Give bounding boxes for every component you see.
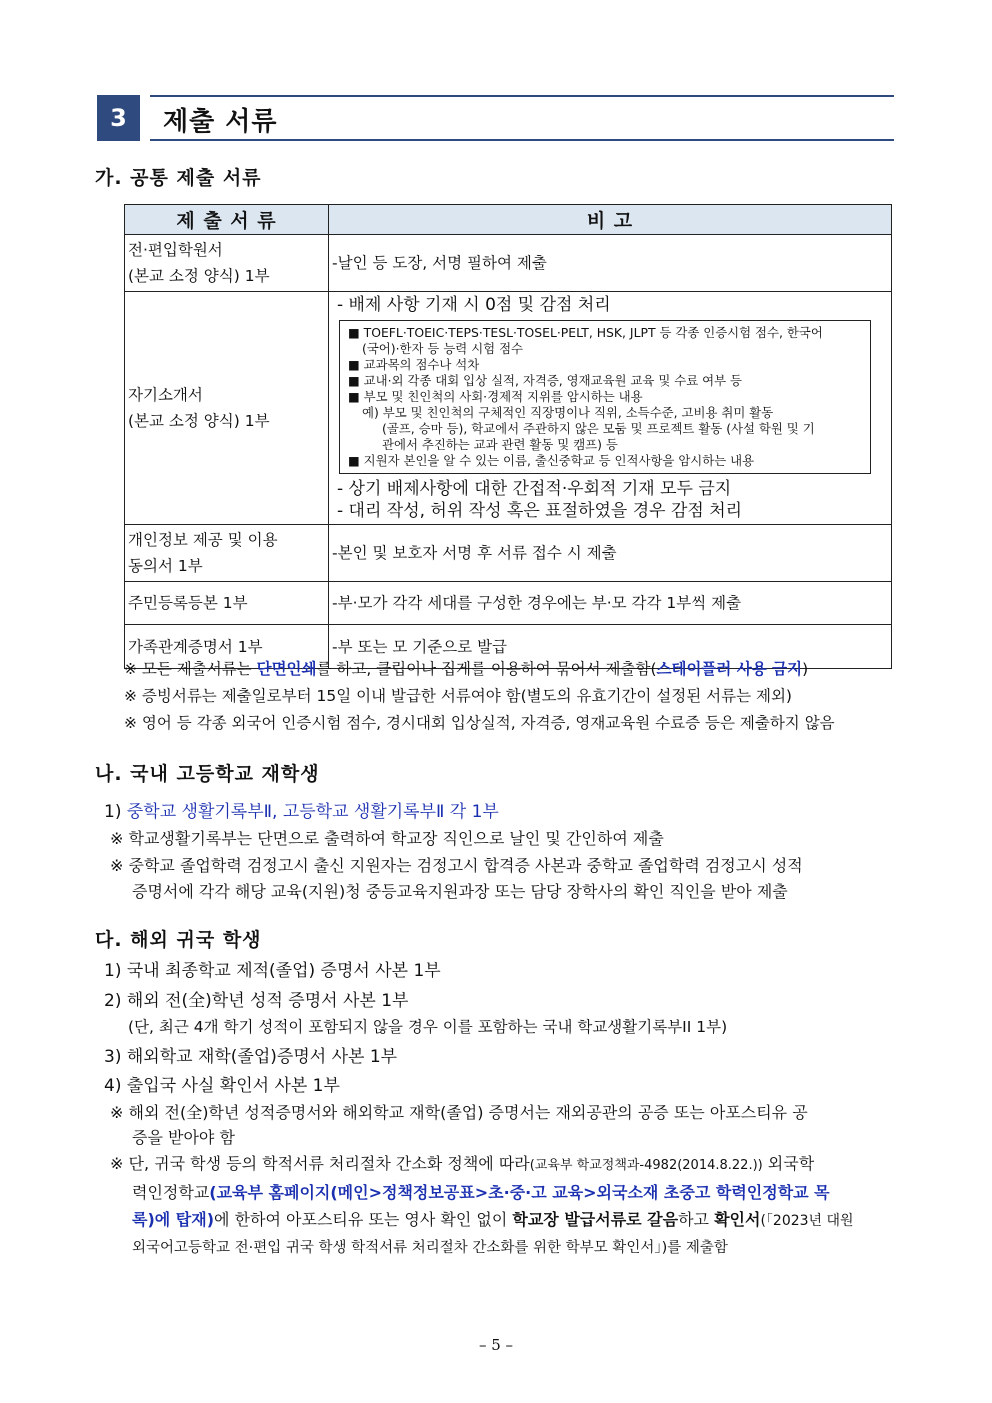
note-text: ※ 모든 제출서류는 (124, 660, 257, 678)
list-item: 예) 부모 및 친인척의 구체적인 직장명이나 직위, 소득수준, 고비용 취미 활동 (362, 405, 774, 420)
note-text: 하고 (678, 1210, 715, 1229)
note-bold: 학교장 발급서류로 갈음 (512, 1210, 679, 1229)
overseas-note-1-cont: 증을 받아야 함 (132, 1128, 235, 1147)
doc-name: 자기소개서 (128, 386, 203, 404)
list-item: ■ 지원자 본인을 알 수 있는 이름, 출신중학교 등 인적사항을 암시하는 내용 (348, 453, 755, 468)
overseas-item-4: 4) 출입국 사실 확인서 사본 1부 (104, 1076, 340, 1096)
doc-cell (125, 582, 329, 625)
doc-cell (125, 292, 329, 525)
note-text: 외국학 (762, 1154, 815, 1173)
doc-form: (본교 소정 양식) 1부 (128, 267, 270, 285)
domestic-note-2-cont: 증명서에 각각 해당 교육(지원)청 중등교육지원과장 또는 담당 장학사의 확인 직인을 받아 제출 (132, 882, 788, 901)
overseas-item-2: 2) 해외 전(全)학년 성적 증명서 사본 1부 (104, 991, 409, 1011)
exclusion-rule: - 배제 사항 기재 시 0점 및 감점 처리 (337, 295, 611, 315)
policy-reference: (교육부 학교정책과-4982(2014.8.22.)) (529, 1158, 763, 1173)
overseas-item-3: 3) 해외학교 재학(졸업)증명서 사본 1부 (104, 1047, 398, 1067)
remark-cell: -부 또는 모 기준으로 발급 (329, 625, 892, 669)
exclusion-list-box (339, 320, 871, 474)
note-highlight: 단면인쇄 (256, 660, 317, 678)
list-item: 관에서 추진하는 교과 관련 활동 및 캠프) 등 (382, 437, 618, 452)
doc-cell (125, 235, 329, 292)
list-item: ■ 교과목의 점수나 석차 (348, 357, 480, 372)
header-remarks: 비 고 (329, 205, 892, 235)
domestic-note-1: ※ 학교생활기록부는 단면으로 출력하여 학교장 직인으로 날인 및 간인하여 제출 (110, 829, 664, 848)
ministry-site-path-end: 록)에 탑재) (132, 1210, 215, 1229)
plagiarism-note: - 대리 작성, 허위 작성 혹은 표절하였을 경우 감점 처리 (337, 501, 743, 521)
doc-form: (본교 소정 양식) 1부 (128, 412, 270, 430)
overseas-note-2 (110, 1150, 900, 1262)
ministry-site-path: (교육부 홈페이지(메인>정책정보공표>초·중·고 교육>외국소재 초중고 학력인정학교 목 (209, 1183, 830, 1202)
list-item: ■ 교내·외 각종 대회 입상 실적, 자격증, 영재교육원 교육 및 수료 여부 등 (348, 373, 742, 388)
header-documents: 제 출 서 류 (125, 205, 329, 235)
table-row (125, 235, 892, 292)
section-number: 3 (97, 95, 140, 141)
note-validity: ※ 증빙서류는 제출일로부터 15일 이내 발급한 서류여야 함(별도의 유효기간이 설정된 서류는 제외) (124, 687, 792, 705)
remark-cell: -부·모가 각각 세대를 구성한 경우에는 부·모 각각 1부씩 제출 (329, 582, 892, 625)
doc-form: 동의서 1부 (128, 557, 203, 575)
subheading-domestic: 나. 국내 고등학교 재학생 (95, 763, 320, 785)
doc-name: 주민등록등본 1부 (128, 594, 248, 612)
note-text: (「2023년 대원 (760, 1213, 854, 1229)
overseas-item-2-sub: (단, 최근 4개 학기 성적이 포함되지 않을 경우 이를 포함하는 국내 학교생활기록부II 1부) (128, 1018, 728, 1036)
note-text: 를 하고, 클립이나 집게를 이용하여 묶어서 제출함( (316, 660, 657, 678)
item-number: 1) (104, 802, 122, 822)
domestic-item-1 (104, 797, 499, 822)
doc-name: 개인정보 제공 및 이용 (128, 531, 278, 549)
doc-name: 전·편입학원서 (128, 241, 223, 259)
note-bold: 확인서 (714, 1210, 761, 1229)
note-line (110, 1150, 900, 1179)
note-text: 에 한하여 아포스티유 또는 영사 확인 없이 (214, 1210, 513, 1229)
overseas-item-1: 1) 국내 최종학교 제적(졸업) 증명서 사본 1부 (104, 961, 441, 981)
subheading-common: 가. 공통 제출 서류 (95, 167, 262, 189)
list-item: ■ 부모 및 친인척의 사회·경제적 지위를 암시하는 내용 (348, 389, 643, 404)
doc-name: 가족관계증명서 1부 (128, 637, 263, 656)
note-text: ) (802, 660, 809, 678)
note-line: 외국어고등학교 전·편입 귀국 학생 학적서류 처리절차 간소화를 위한 학부모 확인서」)를 제출함 (132, 1240, 728, 1256)
table-row (125, 525, 892, 582)
list-item: (국어)·한자 등 능력 시험 점수 (362, 341, 524, 356)
overseas-note-1: ※ 해외 전(全)학년 성적증명서와 해외학교 재학(졸업) 증명서는 재외공관의 공증 또는 아포스티유 공 (110, 1103, 808, 1122)
documents-table (124, 204, 892, 669)
note-highlight: 스테이플러 사용 금지 (656, 660, 803, 678)
list-item: ■ TOEFL·TOEIC·TEPS·TESL·TOSEL·PELT, HSK, JLPT 등 각종 인증시험 점수, 한국어 (348, 325, 823, 340)
header-rule-top (150, 95, 894, 97)
table-header-row (125, 205, 892, 235)
header-rule-bottom (150, 139, 894, 141)
section-title: 제출 서류 (163, 107, 278, 137)
subheading-overseas: 다. 해외 귀국 학생 (95, 929, 262, 951)
remark-cell (329, 292, 892, 525)
remark-cell: -날인 등 도장, 서명 필하여 제출 (329, 235, 892, 292)
note-line (110, 1179, 900, 1206)
list-item: (골프, 승마 등), 학교에서 주관하지 않은 모둠 및 프로젝트 활동 (사설 학원 및 기 (382, 421, 815, 436)
note-single-sided (124, 657, 808, 679)
table-row (125, 292, 892, 525)
remark-cell: -본인 및 보호자 서명 후 서류 접수 시 제출 (329, 525, 892, 582)
table-row (125, 582, 892, 625)
indirect-ban-note: - 상기 배제사항에 대한 간접적·우회적 기재 모두 금지 (337, 479, 732, 499)
domestic-note-2: ※ 중학교 졸업학력 검정고시 출신 지원자는 검정고시 합격증 사본과 중학교 졸업학력 검정고시 성적 (110, 856, 803, 875)
note-line (110, 1206, 900, 1235)
doc-cell (125, 525, 329, 582)
item-text: 중학교 생활기록부Ⅱ, 고등학교 생활기록부Ⅱ 각 1부 (126, 802, 499, 822)
note-text: 력인정학교 (132, 1183, 210, 1202)
note-text: ※ 단, 귀국 학생 등의 학적서류 처리절차 간소화 정책에 따라 (110, 1154, 530, 1173)
page-number: – 5 – (478, 1336, 514, 1354)
section-header (97, 95, 894, 141)
note-excluded: ※ 영어 등 각종 외국어 인증시험 점수, 경시대회 입상실적, 자격증, 영재교육원 수료증 등은 제출하지 않음 (124, 714, 835, 732)
